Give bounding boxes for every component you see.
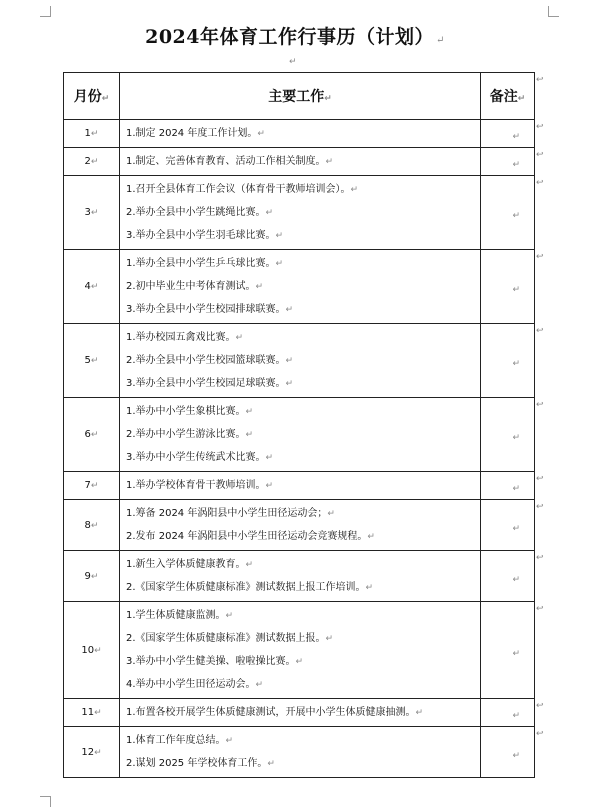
table-row	[64, 148, 535, 176]
work-item	[126, 326, 474, 349]
work-item	[126, 752, 474, 775]
work-item	[126, 178, 474, 201]
paragraph-mark: ↵	[350, 185, 359, 195]
note-cell	[481, 148, 535, 176]
work-item	[126, 372, 474, 395]
paragraph-mark: ↵	[257, 129, 265, 139]
month-label: 9	[84, 570, 91, 582]
row-end-mark: ↩	[536, 400, 544, 410]
work-item-text: 3.举办中小学生健美操、啦啦操比赛。	[126, 656, 296, 667]
row-end-mark: ↩	[536, 150, 544, 160]
work-item	[126, 502, 474, 525]
work-cell	[120, 551, 481, 602]
work-item-text: 2.谋划 2025 年学校体育工作。	[126, 758, 268, 769]
header-work: 主要工作↵	[120, 73, 481, 120]
paragraph-mark: ↵	[265, 453, 274, 463]
work-item	[126, 650, 474, 673]
paragraph-mark: ↵	[512, 433, 520, 443]
work-item-text: 3.举办中小学生传统武术比赛。	[126, 452, 266, 463]
month-cell	[64, 602, 120, 699]
work-item	[126, 252, 474, 275]
work-item-text: 2.《国家学生体质健康标准》测试数据上报工作培训。	[126, 582, 366, 593]
work-item-text: 1.举办全县中小学生乒乓球比赛。	[126, 258, 276, 269]
work-item	[126, 423, 474, 446]
work-item-text: 1.举办校园五禽戏比赛。	[126, 332, 236, 343]
work-item-text: 2.初中毕业生中考体育测试。	[126, 281, 256, 292]
work-item	[126, 701, 474, 724]
paragraph-mark: ↵	[265, 481, 274, 491]
row-end-mark: ↩	[536, 326, 544, 336]
work-item	[126, 150, 474, 173]
table-row	[64, 500, 535, 551]
paragraph-mark: ↵	[275, 259, 284, 269]
row-end-mark: ↩	[536, 729, 544, 739]
month-cell	[64, 324, 120, 398]
paragraph-mark: ↵	[512, 484, 520, 494]
paragraph-mark: ↵	[436, 35, 445, 46]
paragraph-mark: ↵	[289, 57, 297, 67]
paragraph-mark: ↵	[90, 129, 99, 139]
paragraph-mark: ↵	[325, 634, 334, 644]
work-item	[126, 400, 474, 423]
work-item-text: 2.举办中小学生游泳比赛。	[126, 429, 246, 440]
row-end-mark: ↩	[536, 553, 544, 563]
paragraph-mark: ↵	[512, 574, 520, 585]
work-item	[126, 627, 474, 650]
row-end-mark: ↩	[536, 178, 544, 188]
note-cell	[481, 176, 535, 250]
page-title-text: 2024年体育工作行事历（计划）	[145, 26, 434, 48]
paragraph-mark: ↵	[415, 708, 424, 718]
paragraph-mark: ↵	[512, 648, 520, 659]
work-item-text: 1.举办学校体育骨干教师培训。	[126, 480, 266, 491]
paragraph-mark: ↵	[90, 481, 99, 491]
row-end-mark: ↩	[536, 75, 544, 85]
work-item-text: 2.举办全县中小学生校园篮球联赛。	[126, 355, 286, 366]
work-cell	[120, 250, 481, 324]
row-end-mark: ↩	[536, 122, 544, 132]
paragraph-mark: ↵	[512, 285, 520, 295]
paragraph-mark: ↵	[512, 211, 520, 221]
header-month: 月份↵	[64, 73, 120, 120]
paragraph-mark: ↵	[90, 282, 99, 292]
month-cell	[64, 148, 120, 176]
header-row	[64, 73, 535, 120]
month-cell	[64, 727, 120, 778]
month-cell	[64, 176, 120, 250]
month-cell	[64, 500, 120, 551]
work-item-text: 1.制定 2024 年度工作计划。	[126, 128, 258, 139]
work-item-text: 1.制定、完善体育教育、活动工作相关制度。	[126, 156, 326, 167]
work-item	[126, 729, 474, 752]
table-row	[64, 727, 535, 778]
month-label: 12	[81, 746, 95, 758]
note-cell	[481, 602, 535, 699]
table-row	[64, 551, 535, 602]
note-cell	[481, 398, 535, 472]
work-item	[126, 122, 474, 145]
work-item-text: 4.举办中小学生田径运动会。	[126, 679, 256, 690]
table-row	[64, 472, 535, 500]
paragraph-mark: ↵	[367, 532, 375, 542]
paragraph-mark: ↵	[255, 282, 264, 292]
paragraph-mark: ↵	[225, 611, 234, 621]
paragraph-mark: ↵	[235, 333, 244, 343]
header-note: 备注↵	[481, 73, 535, 120]
row-end-mark: ↩	[536, 252, 544, 262]
month-label: 7	[84, 480, 91, 491]
paragraph-mark: ↵	[245, 560, 254, 570]
month-label: 5	[84, 355, 91, 366]
paragraph-mark: ↵	[245, 430, 254, 440]
work-cell	[120, 398, 481, 472]
paragraph-mark: ↵	[90, 520, 99, 531]
paragraph-mark: ↵	[327, 509, 335, 519]
paragraph-mark: ↵	[94, 747, 102, 758]
row-end-mark: ↩	[536, 474, 544, 484]
work-cell	[120, 120, 481, 148]
month-label: 3	[84, 207, 91, 218]
paragraph-mark: ↵	[267, 759, 275, 769]
work-cell	[120, 699, 481, 727]
paragraph-mark: ↵	[512, 359, 520, 369]
month-cell	[64, 472, 120, 500]
paragraph-mark: ↵	[94, 708, 102, 718]
paragraph-mark: ↵	[512, 160, 520, 170]
schedule-body	[64, 120, 535, 778]
work-item-text: 2.发布 2024 年涡阳县中小学生田径运动会竞赛规程。	[126, 531, 368, 542]
month-cell	[64, 120, 120, 148]
paragraph-mark: ↵	[285, 379, 294, 389]
work-cell	[120, 500, 481, 551]
work-item	[126, 604, 474, 627]
schedule-table	[63, 72, 535, 778]
note-cell	[481, 472, 535, 500]
paragraph-mark: ↵	[512, 523, 520, 534]
work-item-text: 1.布置各校开展学生体质健康测试，开展中小学生体质健康抽测。	[126, 707, 416, 718]
paragraph-mark: ↵	[90, 208, 99, 218]
paragraph-mark: ↵	[94, 645, 102, 656]
paragraph-mark: ↵	[275, 231, 284, 241]
work-item	[126, 298, 474, 321]
paragraph-mark: ↵	[512, 750, 520, 761]
work-item	[126, 446, 474, 469]
corner-mark-top-left	[40, 6, 51, 17]
work-item	[126, 576, 474, 599]
work-item-text: 3.举办全县中小学生校园排球联赛。	[126, 304, 286, 315]
month-label: 1	[84, 128, 91, 139]
paragraph-mark: ↵	[285, 356, 294, 366]
paragraph-mark: ↵	[512, 132, 520, 142]
page-title	[0, 22, 590, 49]
work-item	[126, 349, 474, 372]
table-row	[64, 699, 535, 727]
paragraph-mark: ↵	[285, 305, 294, 315]
note-cell	[481, 699, 535, 727]
paragraph-mark: ↵	[255, 680, 264, 690]
paragraph-mark: ↵	[90, 356, 99, 366]
row-end-mark: ↩	[536, 701, 544, 711]
work-cell	[120, 148, 481, 176]
work-item	[126, 553, 474, 576]
work-item	[126, 224, 474, 247]
corner-mark-bottom-left	[40, 796, 51, 807]
month-cell	[64, 250, 120, 324]
work-item	[126, 201, 474, 224]
work-item-text: 2.《国家学生体质健康标准》测试数据上报。	[126, 633, 326, 644]
work-item-text: 3.举办全县中小学生校园足球联赛。	[126, 378, 286, 389]
paragraph-mark: ↵	[365, 583, 374, 593]
note-cell	[481, 250, 535, 324]
work-item-text: 1.新生入学体质健康教育。	[126, 559, 246, 570]
table-row	[64, 250, 535, 324]
table-row	[64, 398, 535, 472]
note-cell	[481, 551, 535, 602]
work-item-text: 1.筹备 2024 年涡阳县中小学生田径运动会；	[126, 508, 328, 519]
work-item-text: 1.召开全县体育工作会议（体育骨干教师培训会）。	[126, 184, 351, 195]
paragraph-mark: ↵	[90, 157, 99, 167]
work-item-text: 3.举办全县中小学生羽毛球比赛。	[126, 230, 276, 241]
work-item-text: 1.举办中小学生象棋比赛。	[126, 406, 246, 417]
paragraph-mark: ↵	[245, 407, 254, 417]
note-cell	[481, 120, 535, 148]
work-item	[126, 474, 474, 497]
row-end-mark: ↩	[536, 604, 544, 614]
month-label: 11	[81, 707, 95, 718]
paragraph-mark: ↵	[90, 571, 99, 582]
paragraph-mark: ↵	[325, 157, 334, 167]
month-label: 4	[84, 281, 91, 292]
paragraph-mark: ↵	[295, 657, 304, 667]
table-row	[64, 120, 535, 148]
work-item	[126, 673, 474, 696]
work-item	[126, 275, 474, 298]
table-row	[64, 176, 535, 250]
work-cell	[120, 324, 481, 398]
work-cell	[120, 727, 481, 778]
paragraph-mark: ↵	[512, 711, 520, 721]
work-item-text: 1.体育工作年度总结。	[126, 735, 226, 746]
month-label: 10	[81, 644, 95, 656]
work-item	[126, 525, 474, 548]
corner-mark-top-right	[548, 6, 559, 17]
month-label: 2	[84, 156, 91, 167]
table-row	[64, 602, 535, 699]
paragraph-mark: ↵	[265, 208, 274, 218]
month-cell	[64, 398, 120, 472]
month-label: 8	[84, 519, 91, 531]
table-row	[64, 324, 535, 398]
work-item-text: 1.学生体质健康监测。	[126, 610, 226, 621]
month-cell	[64, 699, 120, 727]
work-item-text: 2.举办全县中小学生跳绳比赛。	[126, 207, 266, 218]
paragraph-mark: ↵	[90, 430, 99, 440]
work-cell	[120, 472, 481, 500]
row-end-mark: ↩	[536, 502, 544, 512]
paragraph-mark: ↵	[225, 736, 234, 746]
month-cell	[64, 551, 120, 602]
work-cell	[120, 176, 481, 250]
note-cell	[481, 727, 535, 778]
work-cell	[120, 602, 481, 699]
note-cell	[481, 324, 535, 398]
note-cell	[481, 500, 535, 551]
month-label: 6	[84, 429, 91, 440]
